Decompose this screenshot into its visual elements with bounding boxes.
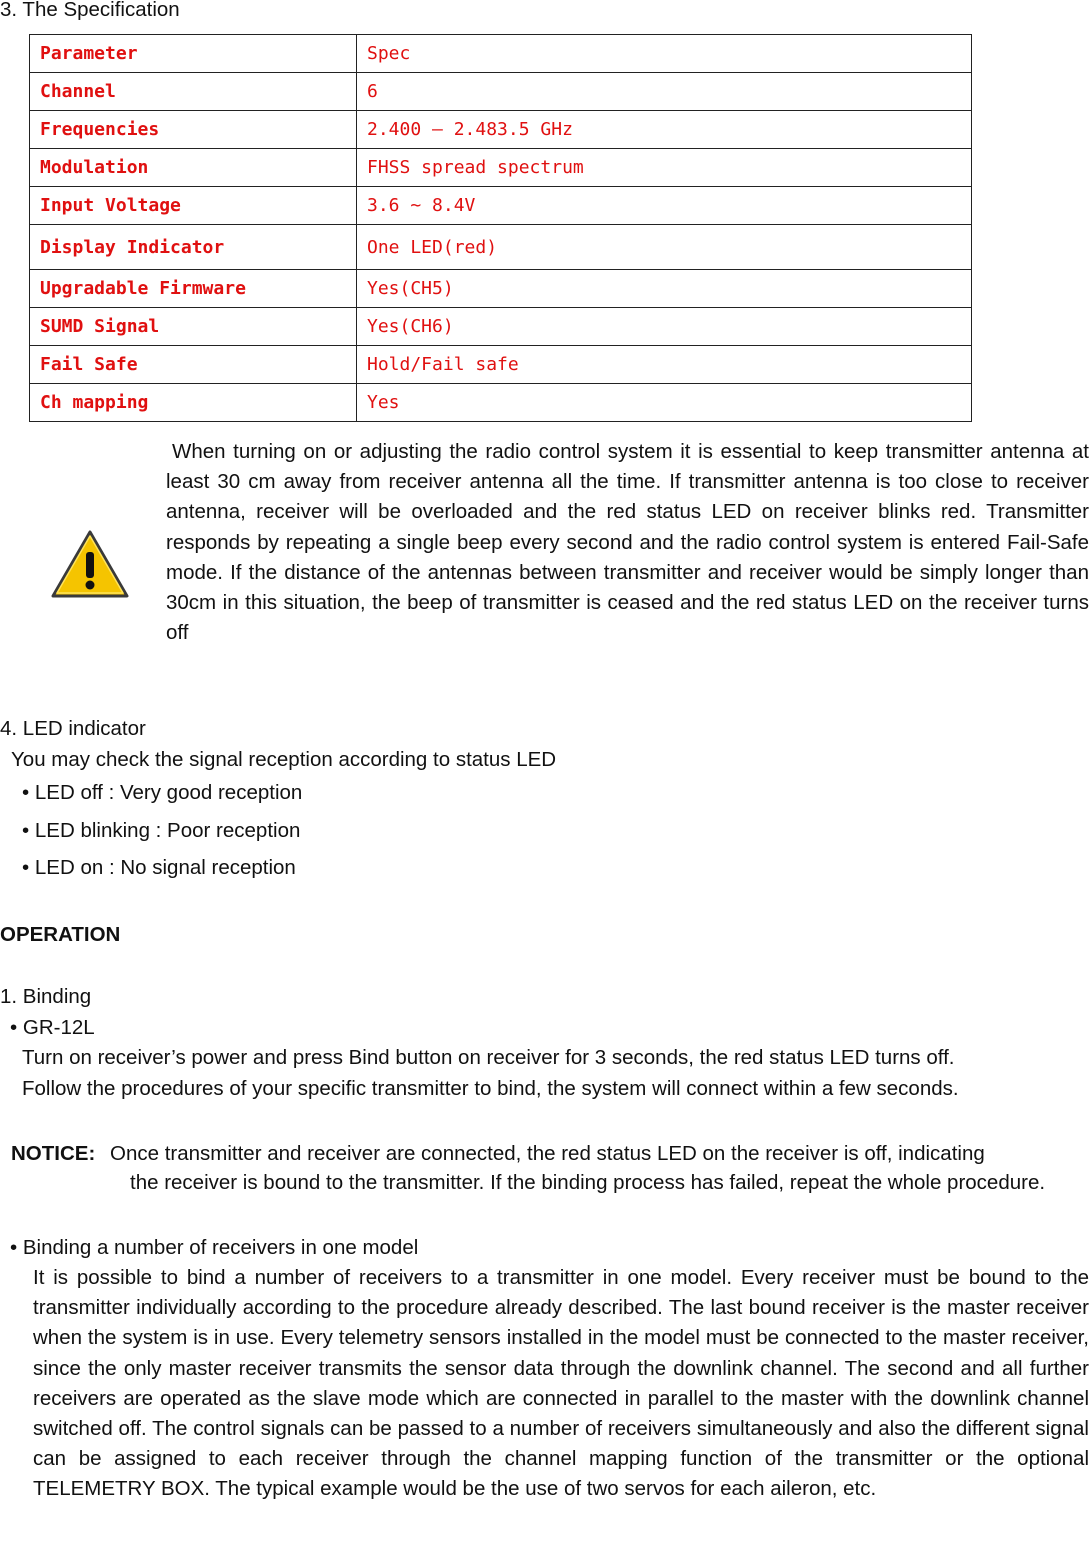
table-header-row <box>30 35 972 73</box>
section-heading-led: 4. LED indicator <box>0 717 146 740</box>
table-row <box>30 187 972 225</box>
column-header-parameter: Parameter <box>30 35 357 73</box>
param-cell: Modulation <box>30 149 357 187</box>
spec-cell: Hold/Fail safe <box>357 346 972 384</box>
spec-cell: Yes(CH5) <box>357 270 972 308</box>
param-cell: Ch mapping <box>30 384 357 422</box>
operation-heading: OPERATION <box>0 923 121 946</box>
table-row <box>30 149 972 187</box>
spec-cell: 3.6 ~ 8.4V <box>357 187 972 225</box>
binding-heading: 1. Binding <box>0 985 92 1008</box>
led-item-blinking: • LED blinking : Poor reception <box>22 819 301 842</box>
warning-icon <box>50 528 130 600</box>
warning-paragraph: When turning on or adjusting the radio control system it is essential to keep transmitter antenna at least 30 cm away from receiver antenna all the time. If transmitter antenna is too close to receiver antenna, receiver will be overloaded and the red status LED on receiver blinks red. Transmitter responds by repeating a single beep every second and the radio control system is entered Fail-Safe mode. If the distance of the antennas between transmitter and receiver would be simply longer than 30cm in this situation, the beep of transmitter is ceased and the red status LED on the receiver turns off <box>166 440 1089 645</box>
spec-cell: 2.400 – 2.483.5 GHz <box>357 111 972 149</box>
param-cell: Display Indicator <box>30 225 357 270</box>
spec-cell: FHSS spread spectrum <box>357 149 972 187</box>
section-heading-specification: 3. The Specification <box>0 0 180 21</box>
table-row <box>30 225 972 270</box>
param-cell: Fail Safe <box>30 346 357 384</box>
table-row <box>30 308 972 346</box>
table-row <box>30 346 972 384</box>
multi-receiver-bullet: • Binding a number of receivers in one model <box>10 1236 419 1259</box>
gr12l-line-1: Turn on receiver’s power and press Bind button on receiver for 3 seconds, the red status LED turns off. <box>22 1046 955 1069</box>
param-cell: Upgradable Firmware <box>30 270 357 308</box>
gr12l-line-2: Follow the procedures of your specific transmitter to bind, the system will connect within a few seconds. <box>22 1077 959 1100</box>
spec-cell: Yes(CH6) <box>357 308 972 346</box>
gr12l-bullet: • GR-12L <box>10 1016 95 1039</box>
spec-cell: One LED(red) <box>357 225 972 270</box>
led-intro: You may check the signal reception according to status LED <box>11 748 557 771</box>
param-cell: Input Voltage <box>30 187 357 225</box>
param-cell: Frequencies <box>30 111 357 149</box>
table-row <box>30 270 972 308</box>
led-item-on: • LED on : No signal reception <box>22 856 296 879</box>
param-cell: SUMD Signal <box>30 308 357 346</box>
multi-receiver-paragraph: It is possible to bind a number of receivers to a transmitter in one model. Every receiver must be bound to the transmitter individually according to the procedure already described. The last bound receiver is the master receiver when the system is in use. Every telemetry sensors installed in the model must be connected to the master receiver, since the only master receiver transmits the sensor data through the downlink channel. The second and all further receivers are operated as the slave mode which are connected in parallel to the master with the downlink channel switched off. The control signals can be passed to a number of receivers simultaneously and also the different signal can be assigned to each receiver through the channel mapping function of the transmitter or the optional TELEMETRY BOX. The typical example would be the use of two servos for each aileron, etc. <box>33 1266 1089 1501</box>
param-cell: Channel <box>30 73 357 111</box>
column-header-spec: Spec <box>357 35 972 73</box>
notice-continuation: the receiver is bound to the transmitter. If the binding process has failed, repeat the whole procedure. <box>130 1171 1046 1194</box>
table-row <box>30 111 972 149</box>
spec-cell: Yes <box>357 384 972 422</box>
spec-cell: 6 <box>357 73 972 111</box>
led-item-off: • LED off : Very good reception <box>22 781 303 804</box>
table-row <box>30 73 972 111</box>
notice-label: NOTICE: <box>11 1142 96 1165</box>
table-row <box>30 384 972 422</box>
spec-table <box>29 34 972 422</box>
notice-first-line: Once transmitter and receiver are connected, the red status LED on the receiver is off, indicating <box>110 1142 985 1165</box>
